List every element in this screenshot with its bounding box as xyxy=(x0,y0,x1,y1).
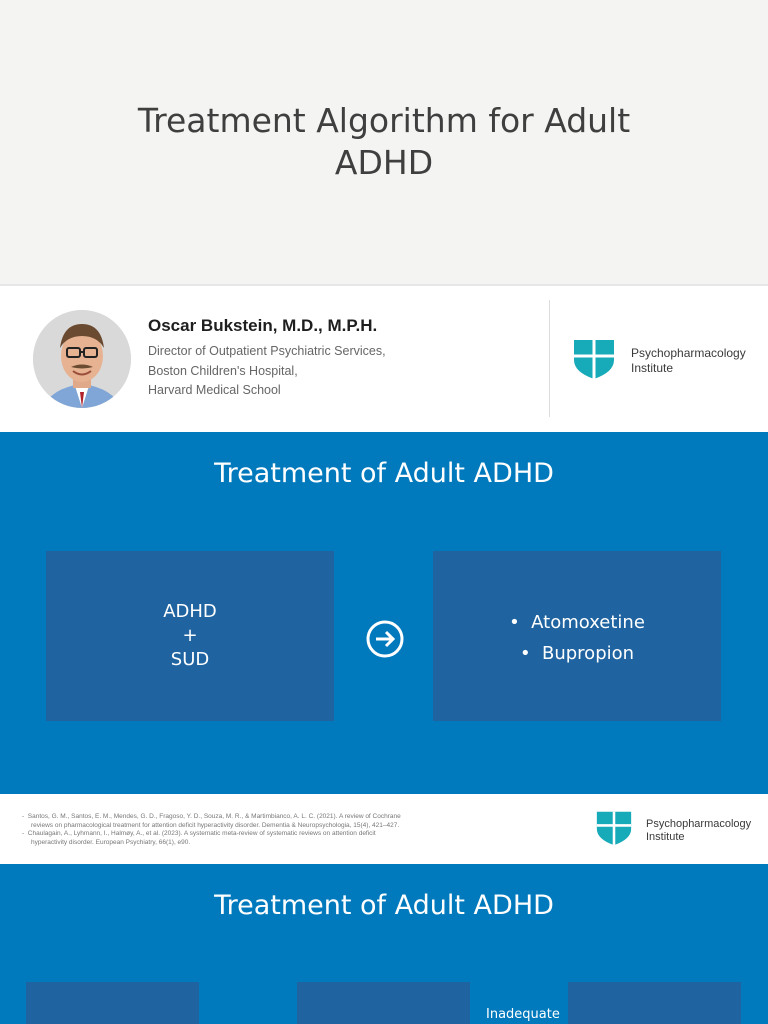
vertical-divider xyxy=(549,300,550,417)
title-slide xyxy=(0,0,768,284)
speaker-role-line-3: Harvard Medical School xyxy=(148,383,281,397)
treatment-list xyxy=(433,607,721,669)
reference-line-4: hyperactivity disorder. European Psychiatry, 66(1), e90. xyxy=(31,839,191,846)
flow-box-2 xyxy=(297,982,470,1024)
shield-logo-icon xyxy=(572,338,616,380)
treatment-box xyxy=(433,551,721,721)
inadequate-label: Inadequate xyxy=(486,1007,560,1022)
title-line-1: Treatment Algorithm for Adult xyxy=(137,101,631,140)
avatar xyxy=(33,310,131,408)
reference-line-3: - Chaulagain, A., Lyhmann, I., Halmøy, A., et al. (2023). A systematic meta-review of systematic reviews on attention deficit xyxy=(22,830,376,837)
logo-text-line-1: Psychopharmacology xyxy=(646,818,752,830)
speaker-role-line-2: Boston Children's Hospital, xyxy=(148,364,298,378)
logo-text-line-2: Institute xyxy=(631,361,674,375)
arrow-circle-right-icon xyxy=(366,620,404,658)
logo-text-line-1: Psychopharmacology xyxy=(631,346,746,360)
treatment-item: • Atomoxetine xyxy=(509,612,645,633)
treatment-slide xyxy=(0,432,768,794)
speaker-role-line-1: Director of Outpatient Psychiatric Services, xyxy=(148,344,386,358)
treatment-item: • Bupropion xyxy=(519,643,635,664)
logo-text-line-2: Institute xyxy=(646,831,685,843)
references-bar xyxy=(0,794,768,864)
title-line-2: ADHD xyxy=(334,143,434,182)
flow-box-3 xyxy=(568,982,741,1024)
treatment-slide-2-title: Treatment of Adult ADHD xyxy=(214,890,554,921)
treatment-slide-title: Treatment of Adult ADHD xyxy=(214,458,554,489)
flow-box-1 xyxy=(26,982,199,1024)
slide-title xyxy=(0,100,768,184)
condition-line-1: ADHD xyxy=(163,601,217,622)
shield-logo-icon xyxy=(595,810,633,846)
condition-line-2: + xyxy=(182,625,198,646)
speaker-slide xyxy=(0,286,768,432)
reference-line-2: reviews on pharmacological treatment for attention deficit hyperactivity disorder. Dementia & Neuropsychologia, 15(4), 421–427. xyxy=(31,822,400,829)
reference-line-1: - Santos, G. M., Santos, E. M., Mendes, G. D., Fragoso, Y. D., Souza, M. R., & Martimbianco, A. L. C. (2021). A review of Cochrane xyxy=(22,813,401,820)
condition-box xyxy=(46,551,334,721)
treatment-slide-2 xyxy=(0,864,768,1024)
condition-line-3: SUD xyxy=(170,649,210,670)
speaker-name: Oscar Bukstein, M.D., M.P.H. xyxy=(148,316,378,335)
